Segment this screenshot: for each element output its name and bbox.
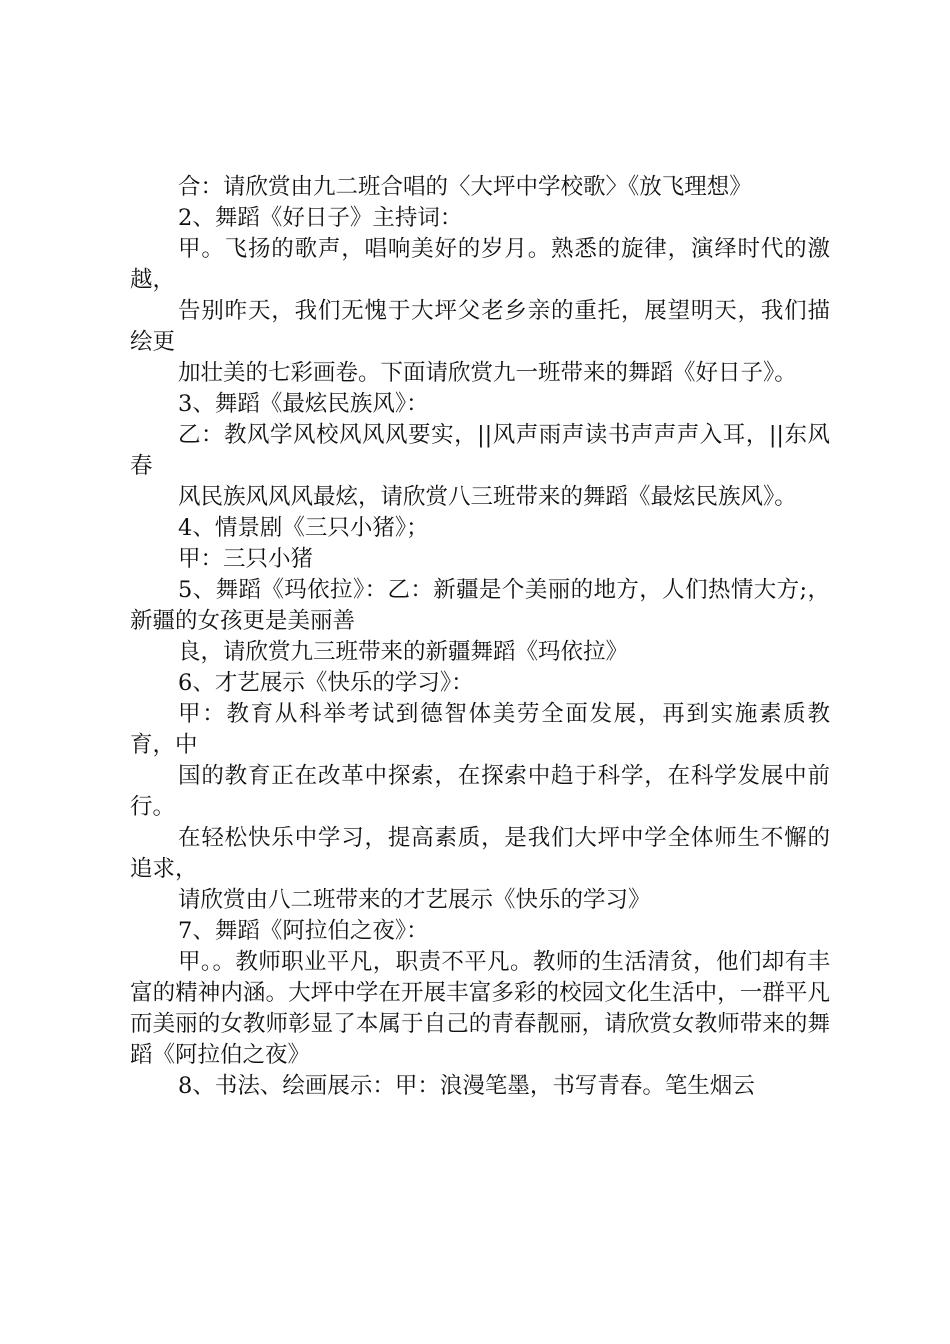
paragraph-item-2-heading: 2、舞蹈《好日子》主持词： bbox=[178, 205, 463, 231]
paragraph-item-7-heading: 7、舞蹈《阿拉伯之夜》： bbox=[178, 918, 429, 944]
paragraph-item-2-line-1: 甲。飞扬的歌声，唱响美好的岁月。熟悉的旋律，演绎时代的激越， bbox=[130, 236, 830, 293]
document-body bbox=[130, 172, 830, 1102]
paragraph-item-4-heading: 4、情景剧《三只小猪》； bbox=[178, 515, 429, 541]
paragraph-item-5-heading: 5、舞蹈《玛依拉》：乙：新疆是个美丽的地方，人们热情大方;，新疆的女孩更是美丽善 bbox=[130, 577, 830, 634]
paragraph-item-3-line-1: 乙：教风学风校风风风要实，||风声雨声读书声声声入耳，||东风春 bbox=[130, 422, 830, 479]
paragraph-item-6-line-1: 甲：教育从科举考试到德智体美劳全面发展，再到实施素质教育，中 bbox=[130, 701, 830, 758]
paragraph-item-5-line-1: 良，请欣赏九三班带来的新疆舞蹈《玛依拉》 bbox=[178, 639, 629, 665]
paragraph-item-3-heading: 3、舞蹈《最炫民族风》： bbox=[178, 391, 429, 417]
paragraph-item-6-line-2: 国的教育正在改革中探索，在探索中趋于科学，在科学发展中前行。 bbox=[130, 763, 830, 820]
paragraph-item-3-line-2: 风民族风风风最炫，请欣赏八三班带来的舞蹈《最炫民族风》。 bbox=[178, 484, 797, 510]
paragraph-item-2-line-2: 告别昨天，我们无愧于大坪父老乡亲的重托，展望明天，我们描绘更 bbox=[130, 298, 830, 355]
paragraph-item-2-line-3: 加壮美的七彩画卷。下面请欣赏九一班带来的舞蹈《好日子》。 bbox=[178, 360, 797, 386]
paragraph-item-6-heading: 6、才艺展示《快乐的学习》： bbox=[178, 670, 474, 696]
paragraph-item-8-heading: 8、书法、绘画展示：甲：浪漫笔墨，书写青春。笔生烟云 bbox=[178, 1073, 755, 1099]
paragraph-item-4-line-1: 甲：三只小猪 bbox=[178, 546, 314, 572]
paragraph-item-6-line-3: 在轻松快乐中学习，提高素质，是我们大坪中学全体师生不懈的追求， bbox=[130, 825, 830, 882]
paragraph-item-7-line-1: 甲。。教师职业平凡，职责不平凡。教师的生活清贫，他们却有丰富的精神内涵。大坪中学在开展丰富多彩的校园文化生活中，一群平凡而美丽的女教师彰显了本属于自己的青春靓丽，请欣赏女教师带来的舞蹈《阿拉伯之夜》 bbox=[130, 949, 830, 1068]
paragraph-item-6-line-4: 请欣赏由八二班带来的才艺展示《快乐的学习》 bbox=[178, 887, 651, 913]
paragraph-choir-intro: 合：请欣赏由九二班合唱的〈大坪中学校歌〉《放飞理想》 bbox=[178, 174, 752, 200]
